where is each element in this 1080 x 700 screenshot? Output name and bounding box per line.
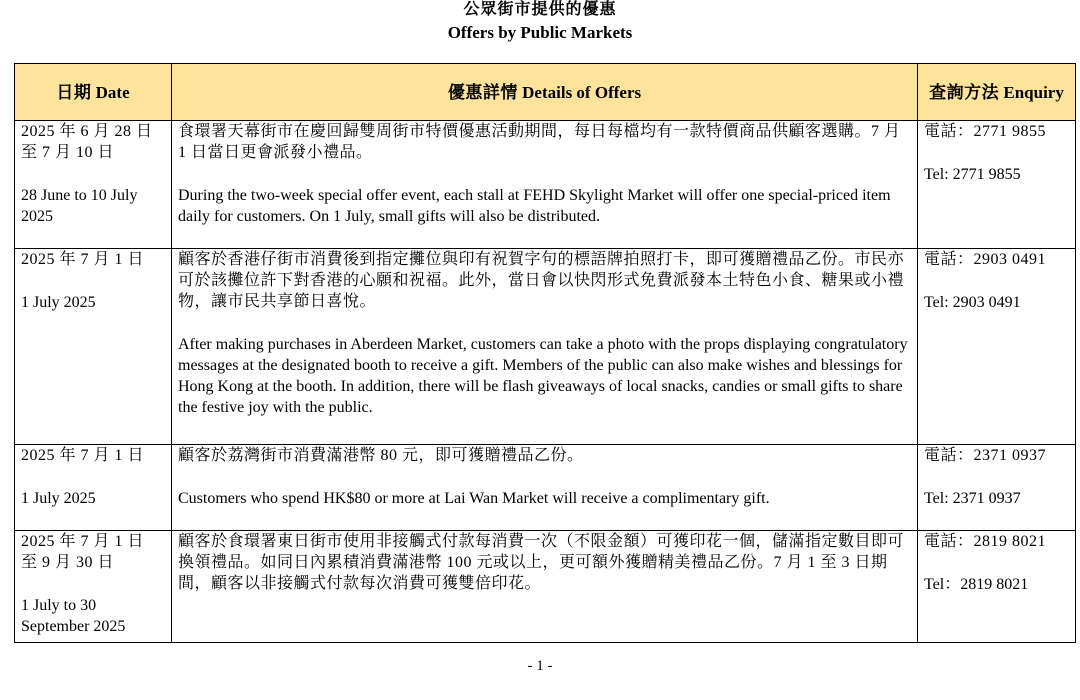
date-en-line2: September 2025 <box>21 618 126 635</box>
details-zh: 顧客於荔灣街市消費滿港幣 80 元，即可獲贈禮品乙份。 <box>178 447 584 464</box>
table-row <box>15 445 1076 531</box>
details-zh: 顧客於香港仔街市消費後到指定攤位與印有祝賀字句的標語牌拍照打卡，即可獲贈禮品乙份。市民亦可於該攤位許下對香港的心願和祝福。此外，當日會以快閃形式免費派發本土特色小食、糖果或小禮物，讓市民共享節日喜悅。 <box>178 251 905 310</box>
enquiry-en: Tel: 2371 0937 <box>924 490 1021 507</box>
date-cell <box>15 121 172 249</box>
enquiry-zh: 電話：2903 0491 <box>924 251 1047 268</box>
enquiry-cell <box>918 531 1076 643</box>
enquiry-zh: 電話：2771 9855 <box>924 123 1047 140</box>
enquiry-en: Tel: 2903 0491 <box>924 294 1021 311</box>
header-details-en: Details of Offers <box>522 82 642 102</box>
enquiry-cell <box>918 121 1076 249</box>
table-header-row <box>15 64 1076 121</box>
date-zh-line1: 2025 年 7 月 1 日 <box>21 447 145 464</box>
date-cell <box>15 249 172 445</box>
table-row <box>15 531 1076 643</box>
enquiry-zh: 電話：2819 8021 <box>924 533 1047 550</box>
date-zh-line2: 至 7 月 10 日 <box>21 144 115 161</box>
details-cell <box>172 249 918 445</box>
header-date-en: Date <box>95 82 130 102</box>
enquiry-cell <box>918 445 1076 531</box>
page-number: - 1 - <box>527 658 553 674</box>
details-zh: 食環署天幕街市在慶回歸雙周街市特價優惠活動期間，每日每檔均有一款特價商品供顧客選購。7 月 1 日當日更會派發小禮品。 <box>178 123 901 161</box>
enquiry-zh: 電話：2371 0937 <box>924 447 1047 464</box>
details-cell <box>172 531 918 643</box>
page-title-chinese: 公眾街市提供的優惠 <box>463 1 617 18</box>
details-cell <box>172 445 918 531</box>
date-zh-line1: 2025 年 6 月 28 日 <box>21 123 153 140</box>
header-details-zh: 優惠詳情 <box>447 82 518 102</box>
date-en-line1: 1 July 2025 <box>21 490 96 507</box>
table-row <box>15 121 1076 249</box>
date-cell <box>15 531 172 643</box>
date-en-line1: 1 July 2025 <box>21 294 96 311</box>
header-details <box>172 64 918 121</box>
enquiry-cell <box>918 249 1076 445</box>
date-zh-line1: 2025 年 7 月 1 日 <box>21 533 145 550</box>
header-enquiry-zh: 查詢方法 <box>929 82 1000 102</box>
table-row <box>15 249 1076 445</box>
date-en-line1: 1 July to 30 <box>21 597 97 614</box>
date-en-line1: 28 June to 10 July <box>21 187 138 204</box>
date-zh-line2: 至 9 月 30 日 <box>21 554 115 571</box>
offers-table <box>14 63 1076 643</box>
header-date <box>15 64 172 121</box>
details-en: Customers who spend HK$80 or more at Lai Wan Market will receive a complimentary gift. <box>178 490 770 507</box>
page-title-english: Offers by Public Markets <box>447 23 633 42</box>
enquiry-en: Tel: 2771 9855 <box>924 166 1021 183</box>
details-en: During the two-week special offer event, each stall at FEHD Skylight Market will offer one special-priced item daily for customers. On 1 July, small gifts will also be distributed. <box>178 187 891 225</box>
date-cell <box>15 445 172 531</box>
details-en: After making purchases in Aberdeen Market, customers can take a photo with the props displaying congratulatory messages at the designated booth to receive a gift. Members of the public can also make wishes and blessings for Hong Kong at the booth. In addition, there will be flash giveaways of local snacks, candies or small gifts to share the festive joy with the public. <box>178 336 908 416</box>
enquiry-en: Tel：2819 8021 <box>924 576 1029 593</box>
details-cell <box>172 121 918 249</box>
date-zh-line1: 2025 年 7 月 1 日 <box>21 251 145 268</box>
header-enquiry-en: Enquiry <box>1003 82 1064 102</box>
date-en-line2: 2025 <box>21 208 53 225</box>
header-enquiry <box>918 64 1076 121</box>
details-zh: 顧客於食環署東日街市使用非接觸式付款每消費一次（不限金額）可獲印花一個，儲滿指定數目即可換領禮品。如同日內累積消費滿港幣 100 元或以上，更可額外獲贈精美禮品乙份。7 月 1 至 3 日期間，顧客以非接觸式付款每次消費可獲雙倍印花。 <box>178 533 905 592</box>
header-date-zh: 日期 <box>56 82 92 102</box>
